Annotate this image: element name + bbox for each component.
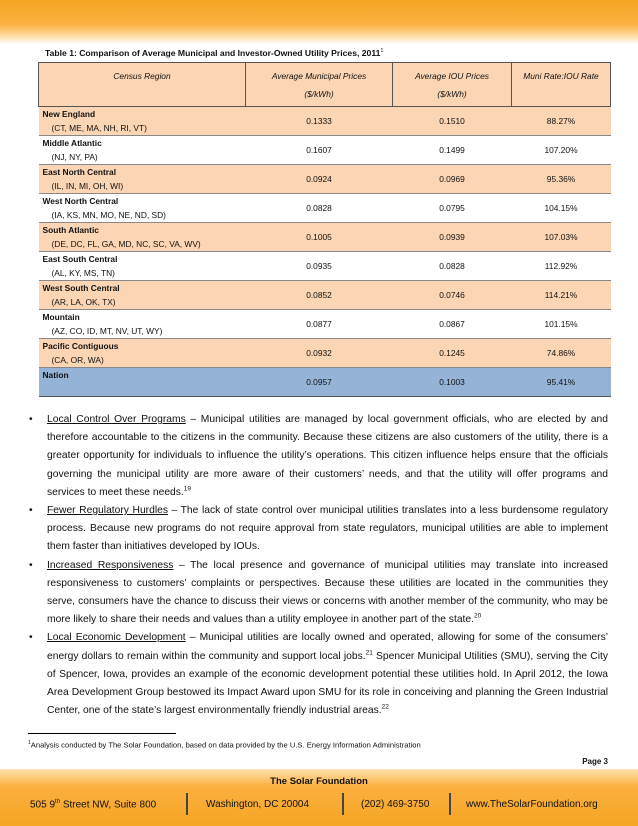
iou-price-cell: 0.0867 bbox=[393, 310, 512, 339]
region-states: (CA, OR, WA) bbox=[51, 355, 104, 365]
footer-city: Washington, DC 20004 bbox=[206, 799, 310, 810]
table-row bbox=[39, 136, 611, 165]
muni-price-cell: 0.1333 bbox=[246, 107, 393, 136]
bullet-text: – Municipal utilities are managed by local government officials, who are elected by and therefore accountable to the citizens in the community. Because these citizens are also customers of the utility, there is a greater opportunity for individuals to influence the utility’s operations. This citizen influence helps ensure that the officials governing the municipal utility are more aware of their customers’ needs, and that the utility will offer programs and services to meet these needs. bbox=[47, 414, 608, 498]
region-name: Pacific Contiguous bbox=[42, 341, 119, 351]
region-cell bbox=[39, 165, 246, 194]
region-states: (IL, IN, MI, OH, WI) bbox=[51, 181, 124, 191]
region-states: (IA, KS, MN, MO, NE, ND, SD) bbox=[51, 210, 166, 220]
footnote-ref: 22 bbox=[381, 703, 389, 711]
ratio-cell: 112.92% bbox=[512, 252, 611, 281]
iou-price-cell: 0.0795 bbox=[393, 194, 512, 223]
region-cell bbox=[39, 194, 246, 223]
table-row bbox=[39, 107, 611, 136]
region-states: (AZ, CO, ID, MT, NV, UT, WY) bbox=[51, 326, 163, 336]
iou-price-cell: 0.1003 bbox=[393, 368, 512, 397]
muni-price-cell: 0.0932 bbox=[246, 339, 393, 368]
header-band bbox=[0, 0, 638, 44]
bullet-item bbox=[28, 502, 608, 557]
muni-price-cell: 0.0828 bbox=[246, 194, 393, 223]
table-row bbox=[39, 165, 611, 194]
region-name: East North Central bbox=[42, 167, 117, 177]
price-comparison-table bbox=[38, 62, 611, 397]
footnote-ref: 20 bbox=[474, 612, 482, 620]
table-row bbox=[39, 310, 611, 339]
region-cell bbox=[39, 368, 246, 397]
region-name: Nation bbox=[42, 370, 69, 380]
region-states: (NJ, NY, PA) bbox=[51, 152, 98, 162]
ratio-cell: 74.86% bbox=[512, 339, 611, 368]
bullet-icon: • bbox=[29, 559, 33, 571]
region-cell bbox=[39, 252, 246, 281]
table-row bbox=[39, 223, 611, 252]
bullet-item bbox=[28, 629, 608, 720]
header-municipal-prices: Average Municipal Prices ($/kWh) bbox=[246, 63, 393, 107]
bullet-title: Increased Responsiveness bbox=[47, 559, 174, 571]
bullet-icon: • bbox=[29, 505, 33, 517]
footer-divider bbox=[449, 793, 451, 815]
muni-price-cell: 0.0924 bbox=[246, 165, 393, 194]
bullet-title: Local Economic Development bbox=[47, 632, 186, 644]
region-name: East South Central bbox=[42, 254, 118, 264]
footer-phone: (202) 469-3750 bbox=[361, 799, 430, 810]
bullet-icon: • bbox=[29, 414, 33, 425]
region-name: Mountain bbox=[42, 312, 80, 322]
footnote: $^1$Analysis conducted by The Solar Foundation, based on data provided by the U.S. Energy Information Administration bbox=[28, 740, 421, 750]
muni-price-cell: 0.0935 bbox=[246, 252, 393, 281]
iou-price-cell: 0.1245 bbox=[393, 339, 512, 368]
iou-price-cell: 0.1510 bbox=[393, 107, 512, 136]
region-cell bbox=[39, 310, 246, 339]
region-cell bbox=[39, 281, 246, 310]
region-states: (CT, ME, MA, NH, RI, VT) bbox=[51, 123, 147, 133]
footnote-ref: 21 bbox=[365, 649, 373, 657]
table-row bbox=[39, 194, 611, 223]
iou-price-cell: 0.0746 bbox=[393, 281, 512, 310]
bullet-list bbox=[28, 411, 608, 720]
footer-org-name: The Solar Foundation bbox=[270, 776, 368, 787]
region-name: West South Central bbox=[42, 283, 120, 293]
muni-price-cell: 0.0957 bbox=[246, 368, 393, 397]
ratio-cell: 107.20% bbox=[512, 136, 611, 165]
bullet-item bbox=[28, 411, 608, 502]
bullet-text: – The local presence and governance of municipal utilities may translate into increased responsiveness to customers’ complaints or perspectives. Because these utilities are located in the communities they serve, consumers have the chance to discuss their views or concerns with another member of the community, who may be more likely to share their needs and values than a utility employee in another part of the state. bbox=[47, 559, 608, 626]
bullet-text-cont: Spencer Municipal Utilities (SMU), serving the City of Spencer, Iowa, provides an example of the economic development potential these utilities hold. In April 2012, the Iowa Area Development Group bestowed its Impact Award upon SMU for its role in conceiving and planning the Green Industrial Center, one of the state’s largest environmentally friendly industrial areas. bbox=[47, 650, 608, 717]
footer-address: 505 9th Street NW, Suite 800 bbox=[30, 799, 157, 811]
bullet-item bbox=[28, 557, 608, 630]
ratio-cell: 114.21% bbox=[512, 281, 611, 310]
header-census-region: Census Region bbox=[39, 63, 246, 107]
ratio-cell: 107.03% bbox=[512, 223, 611, 252]
iou-price-cell: 0.0969 bbox=[393, 165, 512, 194]
muni-price-cell: 0.0877 bbox=[246, 310, 393, 339]
footnote-ref: 1 bbox=[380, 48, 384, 55]
table-row bbox=[39, 281, 611, 310]
footer-divider bbox=[186, 793, 188, 815]
footnote-divider bbox=[28, 733, 176, 734]
region-cell bbox=[39, 107, 246, 136]
region-name: Middle Atlantic bbox=[42, 138, 102, 148]
table-row bbox=[39, 368, 611, 397]
bullet-text: – The lack of state control over municipal utilities translates into a less burdensome regulatory process. Because new programs do not require approval from state regulators, municipal utilities are able to implement them faster than initiatives developed by IOUs. bbox=[47, 505, 609, 553]
bullet-title: Fewer Regulatory Hurdles bbox=[47, 505, 168, 517]
table-caption: Table 1: Comparison of Average Municipal and Investor-Owned Utility Prices, 2011$^1$ bbox=[45, 48, 384, 58]
region-name: West North Central bbox=[42, 196, 119, 206]
muni-price-cell: 0.1607 bbox=[246, 136, 393, 165]
region-states: (DE, DC, FL, GA, MD, NC, SC, VA, WV) bbox=[51, 239, 201, 249]
region-states: (AL, KY, MS, TN) bbox=[51, 268, 115, 278]
bullet-icon: • bbox=[29, 632, 33, 644]
region-name: South Atlantic bbox=[42, 225, 99, 235]
region-cell bbox=[39, 223, 246, 252]
page-number: Page 3 bbox=[582, 757, 608, 766]
ratio-cell: 95.41% bbox=[512, 368, 611, 397]
iou-price-cell: 0.0828 bbox=[393, 252, 512, 281]
table-row bbox=[39, 339, 611, 368]
footer-website[interactable]: www.TheSolarFoundation.org bbox=[466, 799, 598, 810]
table-header-row bbox=[39, 63, 611, 107]
ratio-cell: 101.15% bbox=[512, 310, 611, 339]
ratio-cell: 95.36% bbox=[512, 165, 611, 194]
region-cell bbox=[39, 339, 246, 368]
bullet-text: – Municipal utilities are locally owned and operated, allowing for some of the consumers’ energy dollars to remain within the community and support local jobs. bbox=[47, 632, 608, 662]
region-name: New England bbox=[42, 109, 96, 119]
footer-divider bbox=[342, 793, 344, 815]
table-row bbox=[39, 252, 611, 281]
muni-price-cell: 0.1005 bbox=[246, 223, 393, 252]
region-cell bbox=[39, 136, 246, 165]
bullet-title: Local Control Over Programs bbox=[47, 414, 186, 425]
header-ratio: Muni Rate:IOU Rate bbox=[512, 63, 611, 107]
header-iou-prices: Average IOU Prices ($/kWh) bbox=[393, 63, 512, 107]
muni-price-cell: 0.0852 bbox=[246, 281, 393, 310]
iou-price-cell: 0.0939 bbox=[393, 223, 512, 252]
footnote-ref: 19 bbox=[183, 485, 192, 493]
ratio-cell: 88.27% bbox=[512, 107, 611, 136]
iou-price-cell: 0.1499 bbox=[393, 136, 512, 165]
ratio-cell: 104.15% bbox=[512, 194, 611, 223]
region-states: (AR, LA, OK, TX) bbox=[51, 297, 116, 307]
